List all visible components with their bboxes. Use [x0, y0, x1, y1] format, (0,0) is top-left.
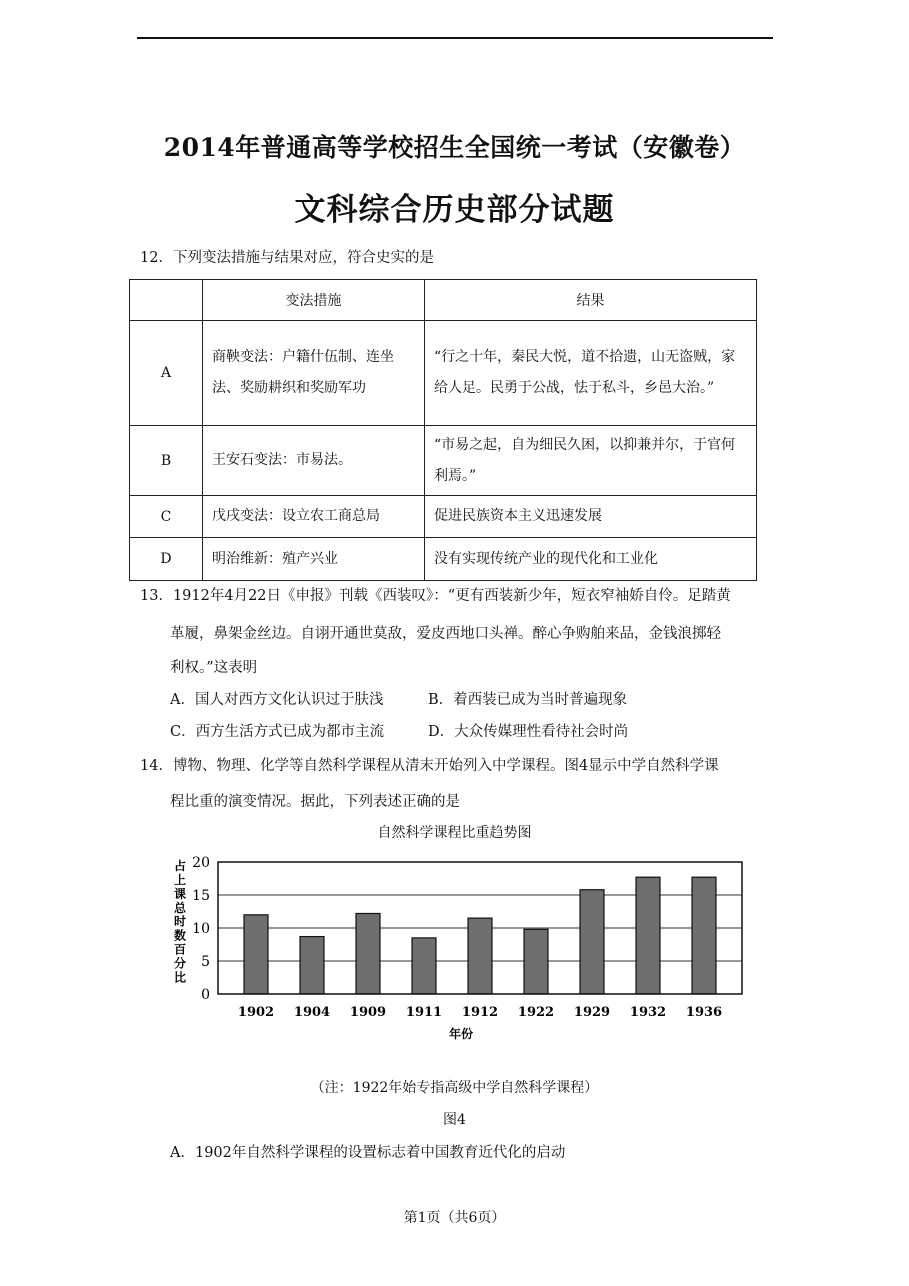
row-letter: A: [130, 321, 203, 426]
y-axis-label-char: 总: [173, 900, 187, 915]
chart-note: （注：1922年始专指高级中学自然科学课程）: [310, 1080, 599, 1096]
bar-1922: [524, 929, 548, 994]
q14-stem-line2: 程比重的演变情况。据此，下列表述正确的是: [170, 794, 460, 810]
y-tick-label: 5: [201, 954, 210, 970]
table-header-result: 结果: [425, 280, 757, 321]
x-tick-label: 1929: [573, 1005, 611, 1020]
x-tick-label: 1936: [685, 1005, 723, 1020]
table-row: [130, 321, 757, 426]
chart-title: 自然科学课程比重趋势图: [377, 825, 532, 841]
bar-chart: [172, 850, 752, 1050]
bar-1909: [356, 913, 380, 994]
bar-1904: [300, 937, 324, 994]
q13-option-b[interactable]: B．着西装已成为当时普遍现象: [428, 692, 628, 708]
q13-option-a[interactable]: A．国人对西方文化认识过于肤浅: [170, 692, 384, 708]
row-result: “市易之起，自为细民久困，以抑兼并尔，于官何利焉。”: [425, 426, 757, 496]
y-tick-label: 20: [192, 855, 210, 871]
bar-1911: [412, 938, 436, 994]
y-axis-label-char: 数: [173, 928, 187, 943]
q14-stem-line1: 14．博物、物理、化学等自然科学课程从清末开始列入中学课程。图4显示中学自然科学课: [140, 758, 719, 774]
y-axis-label-char: 占: [173, 859, 187, 873]
y-tick-label: 0: [201, 987, 210, 1003]
x-tick-label: 1912: [461, 1005, 499, 1020]
top-rule: [137, 37, 773, 39]
row-measure: 王安石变法：市易法。: [203, 426, 425, 496]
y-axis-label-char: 分: [173, 956, 187, 971]
y-axis-label-char: 课: [173, 886, 187, 901]
table-row: [130, 426, 757, 496]
figure-label: 图4: [443, 1112, 466, 1128]
bar-1932: [636, 877, 660, 994]
table-header-empty: [130, 280, 203, 321]
row-measure: 戊戌变法：设立农工商总局: [203, 496, 425, 538]
q13-options-row1: [170, 684, 780, 716]
y-axis-label-char: 百: [173, 942, 187, 957]
exam-title: 2014年普通高等学校招生全国统一考试（安徽卷）: [163, 133, 746, 162]
q13-stem-line2: 革履，鼻架金丝边。自诩开通世莫敌，爱皮西地口头禅。醉心争购舶来品，金钱浪掷轻: [170, 626, 721, 642]
q13-stem-line1: 13．1912年4月22日《申报》刊载《西装叹》：“更有西装新少年，短衣窄袖娇自伶。足踏黄: [140, 588, 731, 604]
x-axis-label: 年份: [448, 1027, 474, 1041]
row-result: 促进民族资本主义迅速发展: [425, 496, 757, 538]
row-letter: C: [130, 496, 203, 538]
page-number: 第1页（共6页）: [403, 1210, 506, 1226]
y-axis-label-char: 时: [173, 914, 187, 929]
y-tick-label: 15: [192, 888, 210, 904]
x-tick-label: 1902: [237, 1005, 275, 1020]
q12-stem: 12．下列变法措施与结果对应，符合史实的是: [140, 250, 434, 266]
row-result: 没有实现传统产业的现代化和工业化: [425, 538, 757, 581]
x-tick-labels: [238, 1005, 722, 1020]
x-tick-label: 1911: [405, 1005, 443, 1020]
bar-1912: [468, 918, 492, 994]
table-row: [130, 538, 757, 581]
exam-subtitle: 文科综合历史部分试题: [294, 192, 615, 228]
x-tick-label: 1932: [629, 1005, 667, 1020]
q13-option-d[interactable]: D．大众传媒理性看待社会时尚: [428, 724, 629, 740]
q13-options-row2: [170, 716, 780, 748]
y-tick-labels: [192, 855, 210, 1003]
y-tick-label: 10: [192, 921, 210, 937]
table-header-row: [130, 280, 757, 321]
q13-stem-line3: 利权。”这表明: [170, 660, 258, 676]
table-row: [130, 496, 757, 538]
row-measure: 商鞅变法：户籍什伍制、连坐法、奖励耕织和奖励军功: [203, 321, 425, 426]
bar-1902: [244, 915, 268, 994]
table-header-measure: 变法措施: [203, 280, 425, 321]
q14-option-a[interactable]: A．1902年自然科学课程的设置标志着中国教育近代化的启动: [170, 1145, 566, 1161]
row-letter: B: [130, 426, 203, 496]
bar-1936: [692, 877, 716, 994]
row-result: “行之十年，秦民大悦，道不拾遗，山无盗贼，家给人足。民勇于公战，怯于私斗，乡邑大治。”: [425, 321, 757, 426]
row-letter: D: [130, 538, 203, 581]
y-axis-label-char: 上: [173, 872, 187, 887]
q13-option-c[interactable]: C．西方生活方式已成为都市主流: [170, 724, 385, 740]
row-measure: 明治维新：殖产兴业: [203, 538, 425, 581]
x-tick-label: 1904: [293, 1005, 331, 1020]
q12-table: [129, 279, 757, 581]
y-axis-label-char: 比: [173, 970, 187, 985]
y-axis-label: [174, 858, 187, 984]
x-tick-label: 1922: [517, 1005, 555, 1020]
x-tick-label: 1909: [349, 1005, 387, 1020]
bar-1929: [580, 890, 604, 994]
